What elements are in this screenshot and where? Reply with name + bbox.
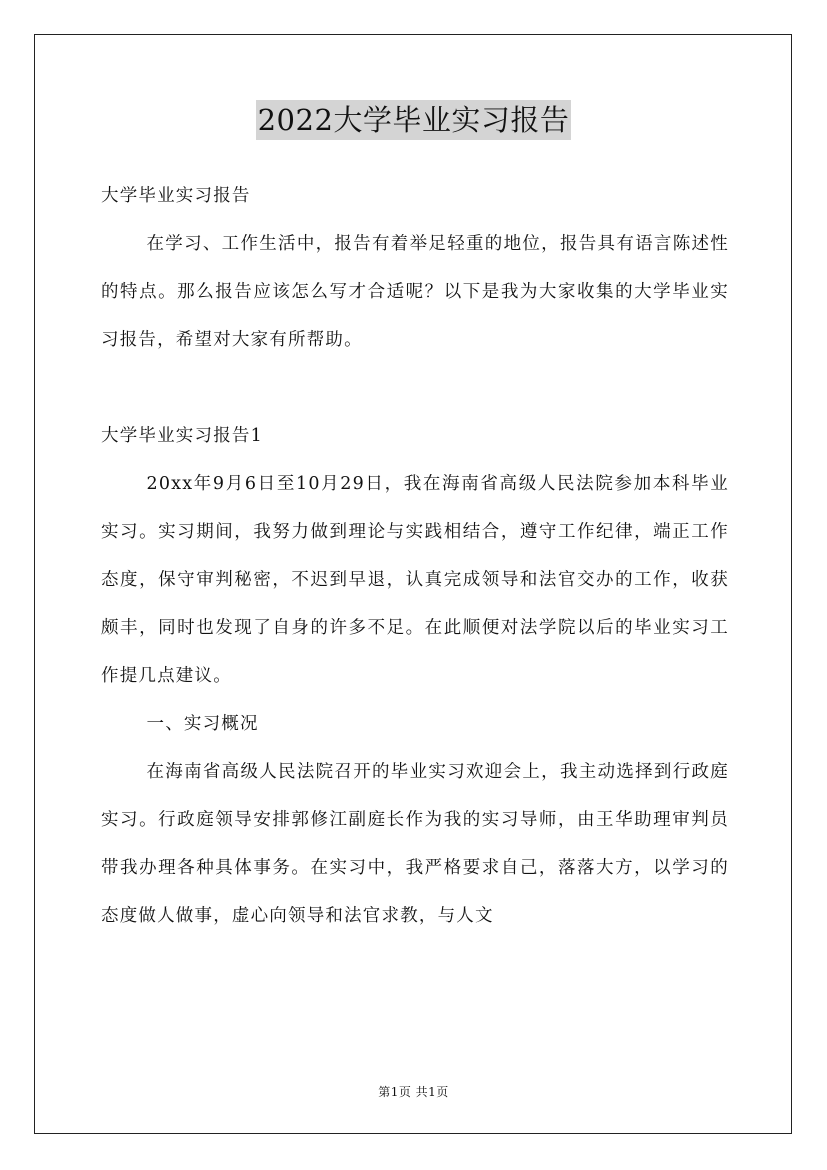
body-paragraph-2: 在海南省高级人民法院召开的毕业实习欢迎会上，我主动选择到行政庭实习。行政庭领导安排郭修江副庭长作为我的实习导师，由王华助理审判员带我办理各种具体事务。在实习中，我严格要求自己，落落大方，以学习的态度做人做事，虚心向领导和法官求教，与人文 (101, 762, 729, 926)
document-body (101, 172, 729, 940)
section-title: 大学毕业实习报告1 (101, 426, 263, 446)
title-container (0, 100, 827, 140)
body-paragraph-1: 20xx年9月6日至10月29日，我在海南省高级人民法院参加本科毕业实习。实习期间，我努力做到理论与实践相结合，遵守工作纪律，端正工作态度，保守审判秘密，不迟到早退，认真完成领导和法官交办的工作，收获颇丰，同时也发现了自身的许多不足。在此顺便对法学院以后的毕业实习工作提几点建议。 (101, 474, 729, 686)
intro-paragraph: 在学习、工作生活中，报告有着举足轻重的地位，报告具有语言陈述性的特点。那么报告应该怎么写才合适呢？以下是我为大家收集的大学毕业实习报告，希望对大家有所帮助。 (101, 234, 729, 350)
document-subtitle: 大学毕业实习报告 (101, 186, 251, 206)
section-heading-1: 一、实习概况 (146, 714, 259, 734)
page-footer: 第1页 共1页 (378, 1085, 449, 1099)
paragraph-spacer (101, 364, 729, 412)
document-title: 2022大学毕业实习报告 (256, 100, 572, 140)
